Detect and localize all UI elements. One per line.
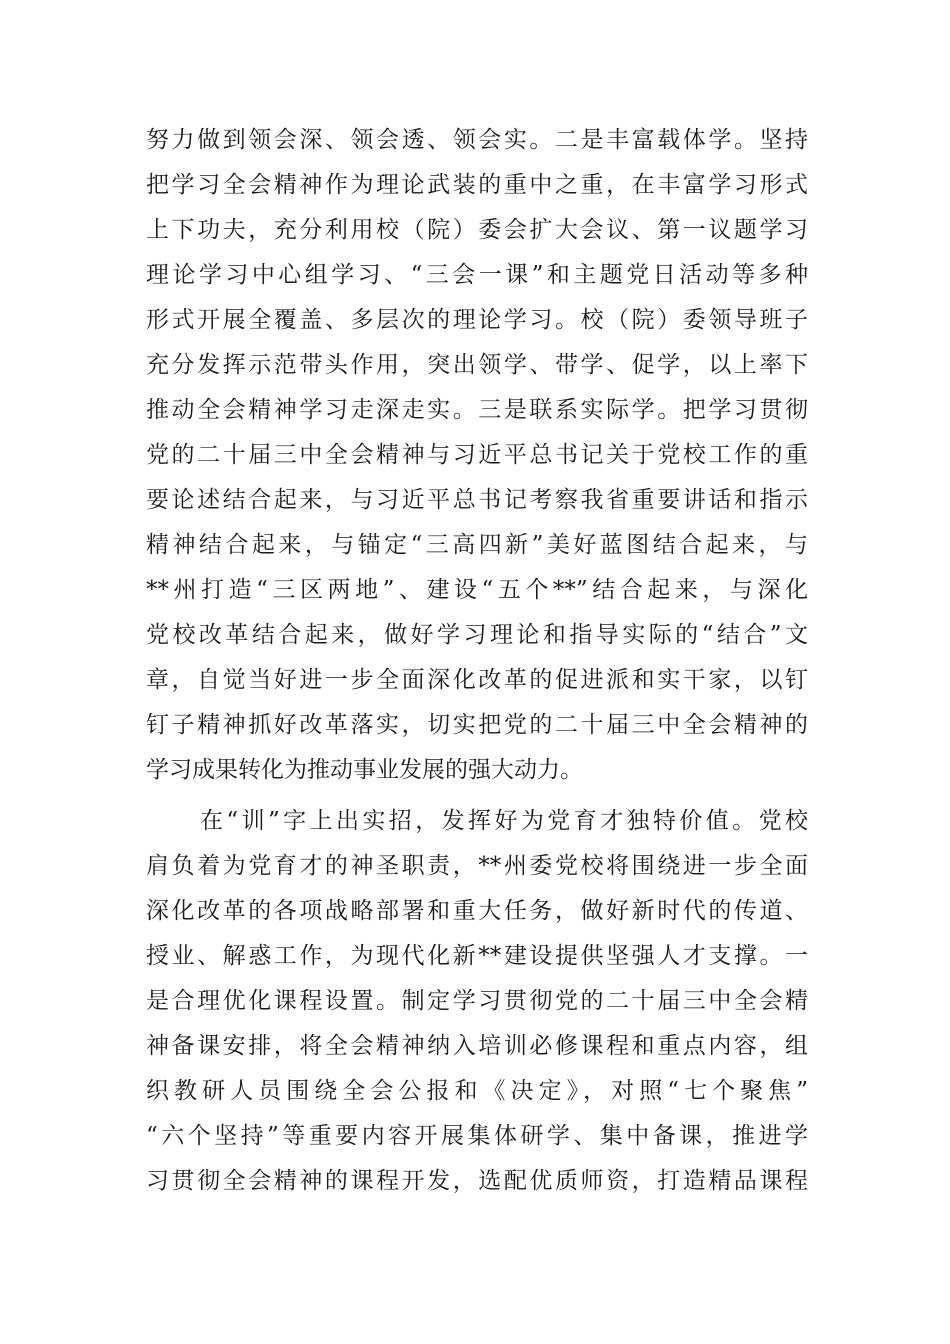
text-line: 精神结合起来，与锚定“三高四新”美好蓝图结合起来，与	[146, 532, 808, 558]
text-line: 理论学习中心组学习、“三会一课”和主题党日活动等多种	[146, 262, 808, 288]
text-line: “六个坚持”等重要内容开展集体研学、集中备课，推进学	[146, 1123, 808, 1149]
text-line: 授业、解惑工作，为现代化新**建设提供坚强人才支撑。一	[146, 943, 808, 969]
text-line: 把学习全会精神作为理论武装的重中之重，在丰富学习形式	[146, 172, 808, 198]
text-line: 钉子精神抓好改革落实，切实把党的二十届三中全会精神的	[146, 712, 808, 738]
text-line: 深化改革的各项战略部署和重大任务，做好新时代的传道、	[146, 898, 808, 924]
text-line: 织教研人员围绕全会公报和《决定》，对照“七个聚焦”	[146, 1078, 808, 1104]
text-line: 神备课安排，将全会精神纳入培训必修课程和重点内容，组	[146, 1033, 808, 1059]
document-body	[146, 118, 808, 1204]
text-line: 形式开展全覆盖、多层次的理论学习。校（院）委领导班子	[146, 307, 808, 333]
text-line: 上下功夫，充分利用校（院）委会扩大会议、第一议题学习	[146, 217, 808, 243]
text-line: 要论述结合起来，与习近平总书记考察我省重要讲话和指示	[146, 487, 808, 513]
text-line: 党的二十届三中全会精神与习近平总书记关于党校工作的重	[146, 442, 808, 468]
text-line: 充分发挥示范带头作用，突出领学、带学、促学，以上率下	[146, 352, 808, 378]
text-line: 学习成果转化为推动事业发展的强大动力。	[146, 757, 583, 783]
text-line: 努力做到领会深、领会透、领会实。二是丰富载体学。坚持	[146, 127, 808, 153]
text-line: 章，自觉当好进一步全面深化改革的促进派和实干家，以钉	[146, 667, 808, 693]
text-line: 肩负着为党育才的神圣职责，**州委党校将围绕进一步全面	[146, 853, 808, 879]
text-line: 在“训”字上出实招，发挥好为党育才独特价值。党校	[200, 808, 808, 834]
text-line: 党校改革结合起来，做好学习理论和指导实际的“结合”文	[146, 622, 808, 648]
paragraph-1	[146, 118, 808, 793]
text-line: 是合理优化课程设置。制定学习贯彻党的二十届三中全会精	[146, 988, 808, 1014]
paragraph-2	[146, 799, 808, 1204]
text-line: 推动全会精神学习走深走实。三是联系实际学。把学习贯彻	[146, 397, 808, 423]
text-line: **州打造“三区两地”、建设“五个**”结合起来，与深化	[146, 577, 808, 603]
text-line: 习贯彻全会精神的课程开发，选配优质师资，打造精品课程	[146, 1168, 808, 1194]
